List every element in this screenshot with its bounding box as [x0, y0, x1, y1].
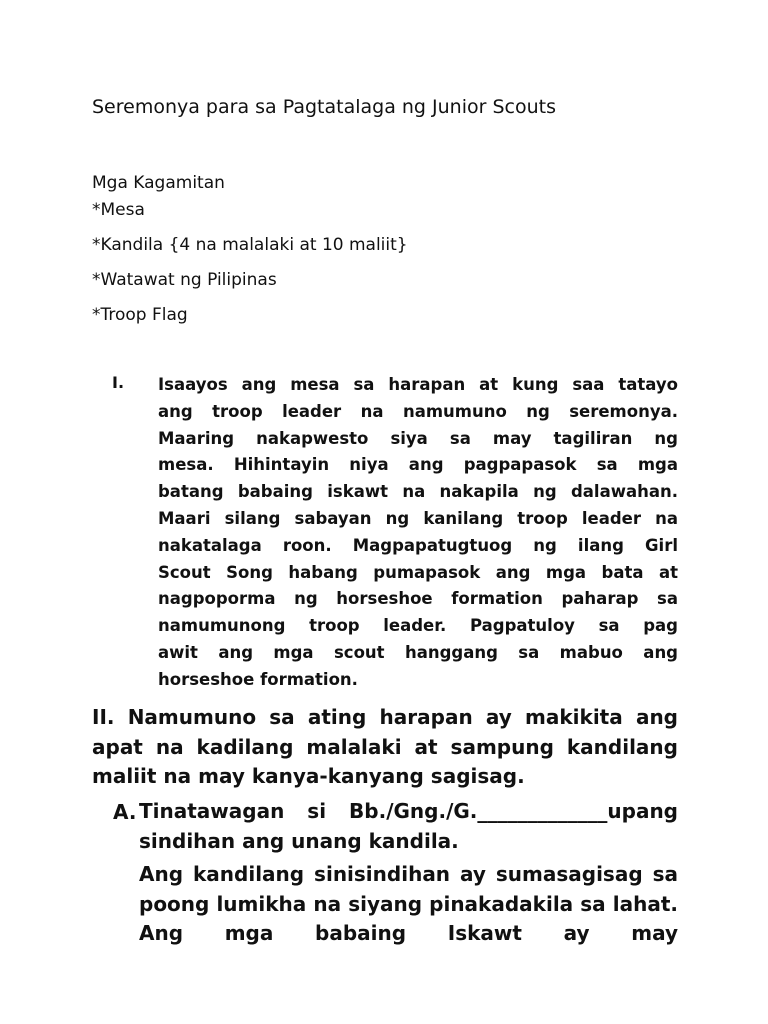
paragraph-line: Tinatawagan si Bb./Gng./G._____________upang	[139, 799, 678, 823]
materials-item: *Watawat ng Pilipinas	[92, 270, 277, 290]
paragraph-line: Scout Song habang pumapasok ang mga bata at	[158, 562, 678, 582]
paragraph-line: nakatalaga roon. Magpapatugtuog ng ilang Girl	[158, 535, 678, 555]
paragraph-line: Maaring nakapwesto siya sa may tagiliran ng	[158, 428, 678, 448]
paragraph-line: II. Namumuno sa ating harapan ay makikita ang	[92, 705, 678, 729]
paragraph-line: horseshoe formation.	[158, 669, 358, 689]
materials-heading: Mga Kagamitan	[92, 173, 225, 193]
paragraph-line: Maari silang sabayan ng kanilang troop leader na	[158, 508, 678, 528]
paragraph-line: apat na kadilang malalaki at sampung kandilang	[92, 734, 678, 759]
paragraph-line: Ang mga babaing Iskawt ay may	[139, 921, 678, 945]
document-title: Seremonya para sa Pagtatalaga ng Junior Scouts	[92, 96, 556, 118]
paragraph-line: batang babaing iskawt na nakapila ng dalawahan.	[158, 482, 678, 502]
materials-item: *Troop Flag	[92, 305, 188, 325]
paragraph-line: nagpoporma ng horseshoe formation paharap sa	[158, 589, 678, 609]
subsection-a-label: A.	[113, 800, 137, 824]
section-1-paragraph	[158, 372, 678, 694]
subsection-a-paragraph	[139, 797, 678, 949]
materials-item: *Kandila {4 na malalaki at 10 maliit}	[92, 235, 408, 255]
paragraph-line: Ang kandilang sinisindihan ay sumasagisag sa	[139, 862, 678, 886]
section-2-paragraph	[92, 703, 678, 792]
section-1-number: I.	[112, 373, 125, 392]
paragraph-line: poong lumikha na siyang pinakadakila sa lahat.	[139, 891, 678, 916]
materials-item: *Mesa	[92, 200, 145, 220]
paragraph-line: mesa. Hihintayin niya ang pagpapasok sa mga	[158, 455, 678, 475]
paragraph-line: sindihan ang unang kandila.	[139, 828, 459, 853]
paragraph-line: awit ang mga scout hanggang sa mabuo ang	[158, 642, 678, 662]
paragraph-line: maliit na may kanya-kanyang sagisag.	[92, 764, 525, 788]
paragraph-line: Isaayos ang mesa sa harapan at kung saa tatayo	[158, 375, 678, 394]
paragraph-line: ang troop leader na namumuno ng seremonya.	[158, 401, 678, 421]
paragraph-line: namumunong troop leader. Pagpatuloy sa pag	[158, 616, 678, 636]
